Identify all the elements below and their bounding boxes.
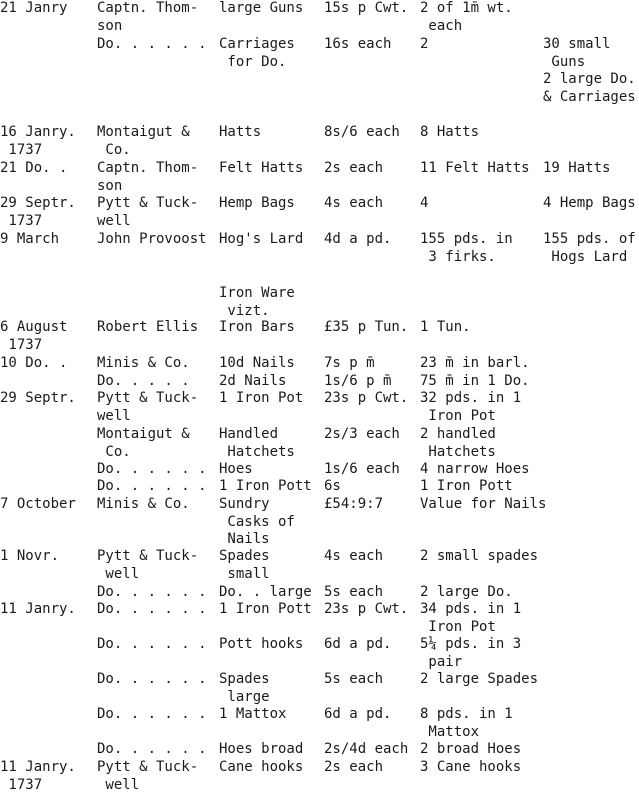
price-cell: 4s each (324, 195, 384, 211)
person-cell: Minis & Co. (97, 496, 190, 512)
item-cell: Spades large (219, 671, 270, 705)
person-cell: Do. . . . . . (97, 706, 207, 722)
person-cell: Pytt & Tuck- well (97, 390, 199, 424)
price-cell: 4s each (324, 548, 384, 564)
person-cell: Captn. Thom- son (97, 0, 199, 34)
quantity-cell: 8 Hatts (420, 124, 480, 140)
person-cell: Pytt & Tuck- well (97, 759, 199, 793)
item-cell: Hog's Lard (219, 231, 304, 247)
price-cell: 5s each (324, 584, 384, 600)
date-cell: 16 Janry. 1737 (0, 124, 76, 158)
quantity-cell: 32 pds. in 1 Iron Pot (420, 390, 522, 424)
quantity-cell: 34 pds. in 1 Iron Pot (420, 601, 522, 635)
note-cell: 4 Hemp Bags (543, 195, 636, 211)
person-cell: Do. . . . . . (97, 584, 207, 600)
price-cell: 6d a pd. (324, 636, 392, 652)
quantity-cell: 2 small spades (420, 548, 539, 564)
person-cell: Robert Ellis (97, 319, 199, 335)
price-cell: £35 p Tun. (324, 319, 409, 335)
date-cell: 29 Septr. 1737 (0, 195, 76, 229)
item-cell: Hoes broad (219, 741, 304, 757)
price-cell: 2s/4d each (324, 741, 409, 757)
price-cell: 1s/6 p m̄ (324, 373, 392, 389)
date-cell: 9 March (0, 231, 60, 247)
item-cell: Hatts (219, 124, 262, 140)
person-cell: Montaigut & Co. (97, 124, 190, 158)
person-cell: Do. . . . . . (97, 636, 207, 652)
price-cell: 2s each (324, 160, 384, 176)
note-cell: 30 small Guns 2 large Do. & Carriages (543, 36, 636, 105)
item-cell: 1 Iron Pot (219, 390, 304, 406)
item-cell: Felt Hatts (219, 160, 304, 176)
date-cell: 11 Janry. 1737 (0, 759, 76, 793)
date-cell: 6 August 1737 (0, 319, 68, 353)
date-cell: 1 Novr. (0, 548, 60, 564)
person-cell: Do. . . . . . (97, 671, 207, 687)
price-cell: 23s p Cwt. (324, 390, 409, 406)
item-cell: Hemp Bags (219, 195, 295, 211)
quantity-cell: 2 large Do. (420, 584, 513, 600)
quantity-cell: 2 handled Hatchets (420, 426, 496, 460)
item-cell: Pott hooks (219, 636, 304, 652)
price-cell: 6d a pd. (324, 706, 392, 722)
item-cell: Spades small (219, 548, 270, 582)
item-cell: 1 Iron Pott (219, 601, 312, 617)
price-cell: 8s/6 each (324, 124, 400, 140)
price-cell: 5s each (324, 671, 384, 687)
quantity-cell: 4 (420, 195, 429, 211)
item-cell: Iron Bars (219, 319, 295, 335)
person-cell: Do. . . . . . (97, 478, 207, 494)
person-cell: Montaigut & Co. (97, 426, 190, 460)
quantity-cell: 155 pds. in 3 firks. (420, 231, 513, 265)
quantity-cell: 5¼ pds. in 3 pair (420, 636, 522, 670)
quantity-cell: 23 m̄ in barl. (420, 355, 530, 371)
quantity-cell: 11 Felt Hatts (420, 160, 530, 176)
person-cell: Do. . . . . . (97, 601, 207, 617)
date-cell: 7 October (0, 496, 76, 512)
section-heading: Iron Ware vizt. (219, 285, 295, 319)
person-cell: Pytt & Tuck- well (97, 548, 199, 582)
item-cell: 1 Mattox (219, 706, 287, 722)
item-cell: large Guns (219, 0, 304, 16)
person-cell: Minis & Co. (97, 355, 190, 371)
date-cell: 11 Janry. (0, 601, 76, 617)
price-cell: 15s p Cwt. (324, 0, 409, 16)
quantity-cell: 2 (420, 36, 429, 52)
item-cell: Do. . large (219, 584, 312, 600)
date-cell: 10 Do. . (0, 355, 68, 371)
item-cell: 1 Iron Pott (219, 478, 312, 494)
price-cell: £54:9:7 (324, 496, 384, 512)
date-cell: 21 Do. . (0, 160, 68, 176)
note-cell: 19 Hatts (543, 160, 611, 176)
quantity-cell: 4 narrow Hoes (420, 461, 530, 477)
price-cell: 2s each (324, 759, 384, 775)
person-cell: Pytt & Tuck- well (97, 195, 199, 229)
price-cell: 6s (324, 478, 341, 494)
person-cell: Do. . . . . . (97, 36, 207, 52)
quantity-cell: 8 pds. in 1 Mattox (420, 706, 513, 740)
quantity-cell: 75 m̄ in 1 Do. (420, 373, 530, 389)
date-cell: 21 Janry (0, 0, 68, 16)
quantity-cell: 3 Cane hooks (420, 759, 522, 775)
price-cell: 7s p m̄ (324, 355, 375, 371)
person-cell: Do. . . . . (97, 373, 190, 389)
quantity-cell: 2 large Spades (420, 671, 539, 687)
price-cell: 4d a pd. (324, 231, 392, 247)
price-cell: 16s each (324, 36, 392, 52)
item-cell: Carriages for Do. (219, 36, 295, 70)
person-cell: Do. . . . . . (97, 461, 207, 477)
quantity-cell: 1 Tun. (420, 319, 471, 335)
item-cell: 2d Nails (219, 373, 287, 389)
quantity-cell: 2 broad Hoes (420, 741, 522, 757)
date-cell: 29 Septr. (0, 390, 76, 406)
person-cell: Do. . . . . . (97, 741, 207, 757)
price-cell: 2s/3 each (324, 426, 400, 442)
item-cell: Handled Hatchets (219, 426, 295, 460)
person-cell: John Provoost (97, 231, 207, 247)
item-cell: Sundry Casks of Nails (219, 496, 295, 547)
quantity-cell: 1 Iron Pott (420, 478, 513, 494)
price-cell: 23s p Cwt. (324, 601, 409, 617)
person-cell: Captn. Thom- son (97, 160, 199, 194)
item-cell: Hoes (219, 461, 253, 477)
price-cell: 1s/6 each (324, 461, 400, 477)
quantity-cell: Value for Nails (420, 496, 547, 512)
item-cell: Cane hooks (219, 759, 304, 775)
quantity-cell: 2 of 1m̄ wt. each (420, 0, 513, 34)
item-cell: 10d Nails (219, 355, 295, 371)
note-cell: 155 pds. of Hogs Lard (543, 231, 636, 265)
